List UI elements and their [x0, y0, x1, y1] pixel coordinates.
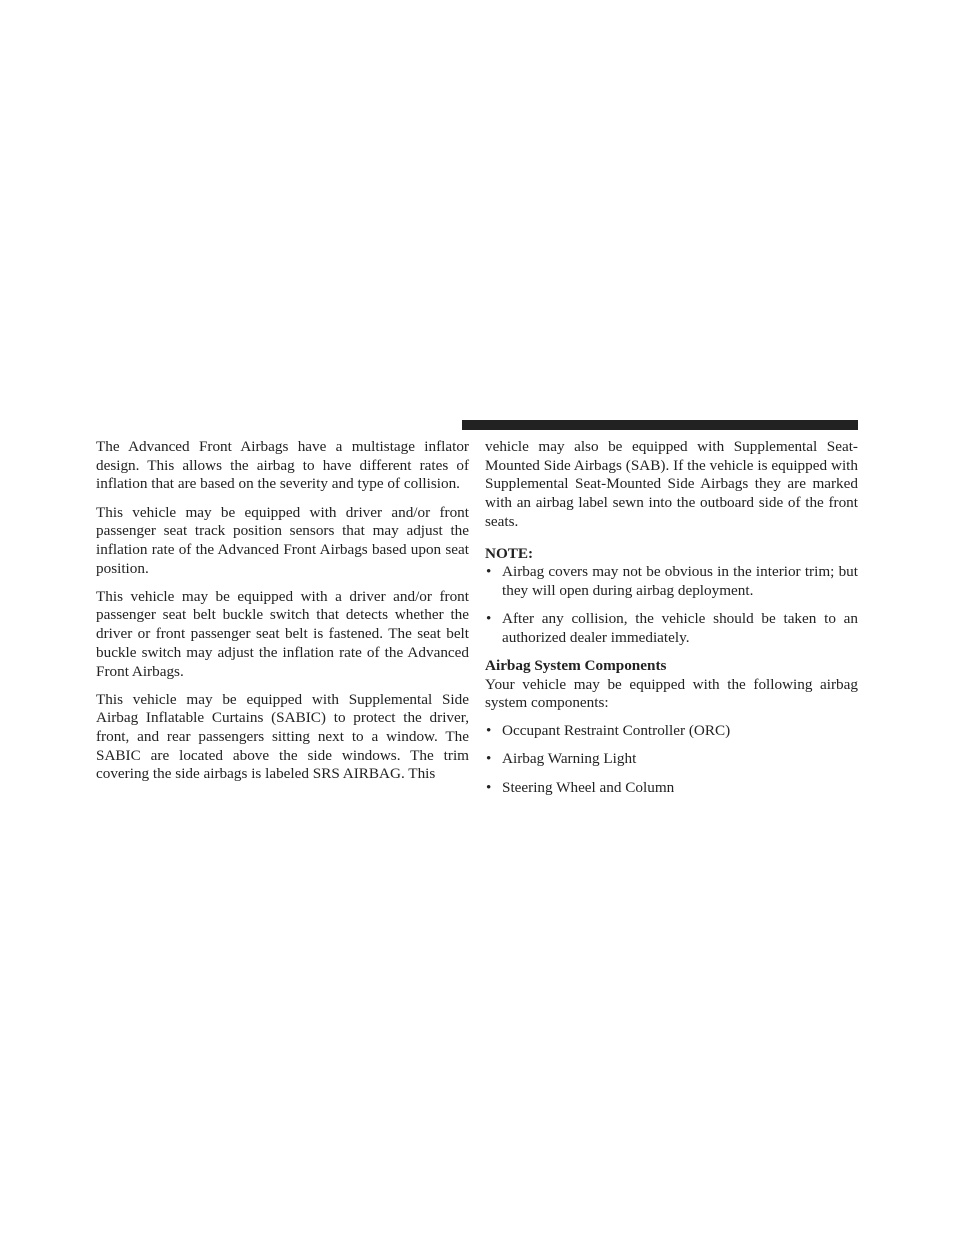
paragraph-seat-belt-buckle-switch: This vehicle may be equipped with a driver and/or front passenger seat belt buckle switch that detects whether the driver or front passenger seat belt is fastened. The seat belt buckle switch may adjust the inflation rate of the Advanced Front Airbags. — [96, 587, 469, 680]
note-item-text: After any collision, the vehicle should be taken to an authorized dealer immediately. — [502, 610, 858, 646]
note-heading: NOTE: — [485, 544, 534, 562]
list-item — [485, 610, 858, 647]
list-item — [485, 563, 858, 600]
header-bar — [462, 420, 858, 430]
section-intro: Your vehicle may be equipped with the following airbag system components: — [485, 675, 858, 712]
section-heading-airbag-components: Airbag System Components — [485, 656, 667, 674]
right-column — [485, 438, 858, 807]
component-item-text: Airbag Warning Light — [502, 750, 637, 768]
list-item — [485, 722, 858, 741]
component-item-text: Occupant Restraint Controller (ORC) — [502, 722, 731, 740]
list-item — [485, 779, 858, 798]
components-list — [485, 722, 858, 797]
bullet-icon: • — [486, 778, 492, 796]
note-list — [485, 563, 858, 647]
left-column — [96, 438, 469, 784]
note-item-text: Airbag covers may not be obvious in the interior trim; but they will open during airbag deployment. — [502, 563, 858, 599]
paragraph-sab-continuation: vehicle may also be equipped with Supplemental Seat-Mounted Side Airbags (SAB). If the vehicle is equipped with Supplemental Seat-Mounted Side Airbags they are marked with an airbag label sewn into the outboard side of the front seats. — [485, 438, 858, 530]
bullet-icon: • — [486, 610, 492, 628]
paragraph-sabic: This vehicle may be equipped with Supplemental Side Airbag Inflatable Curtains (SABIC) to protect the driver, front, and rear passengers sitting next to a window. The SABIC are located above the side windows. The trim covering the side airbags is labeled SRS AIRBAG. This — [96, 690, 469, 783]
paragraph-multistage-inflator: The Advanced Front Airbags have a multistage inflator design. This allows the airbag to have different rates of inflation that are based on the severity and type of collision. — [96, 438, 469, 493]
bullet-icon: • — [486, 563, 492, 581]
component-item-text: Steering Wheel and Column — [502, 778, 675, 796]
bullet-icon: • — [486, 722, 492, 740]
paragraph-seat-track-sensors: This vehicle may be equipped with driver and/or front passenger seat track position sensors that may adjust the inflation rate of the Advanced Front Airbags based upon seat position. — [96, 503, 469, 577]
list-item — [485, 750, 858, 769]
bullet-icon: • — [486, 750, 492, 768]
